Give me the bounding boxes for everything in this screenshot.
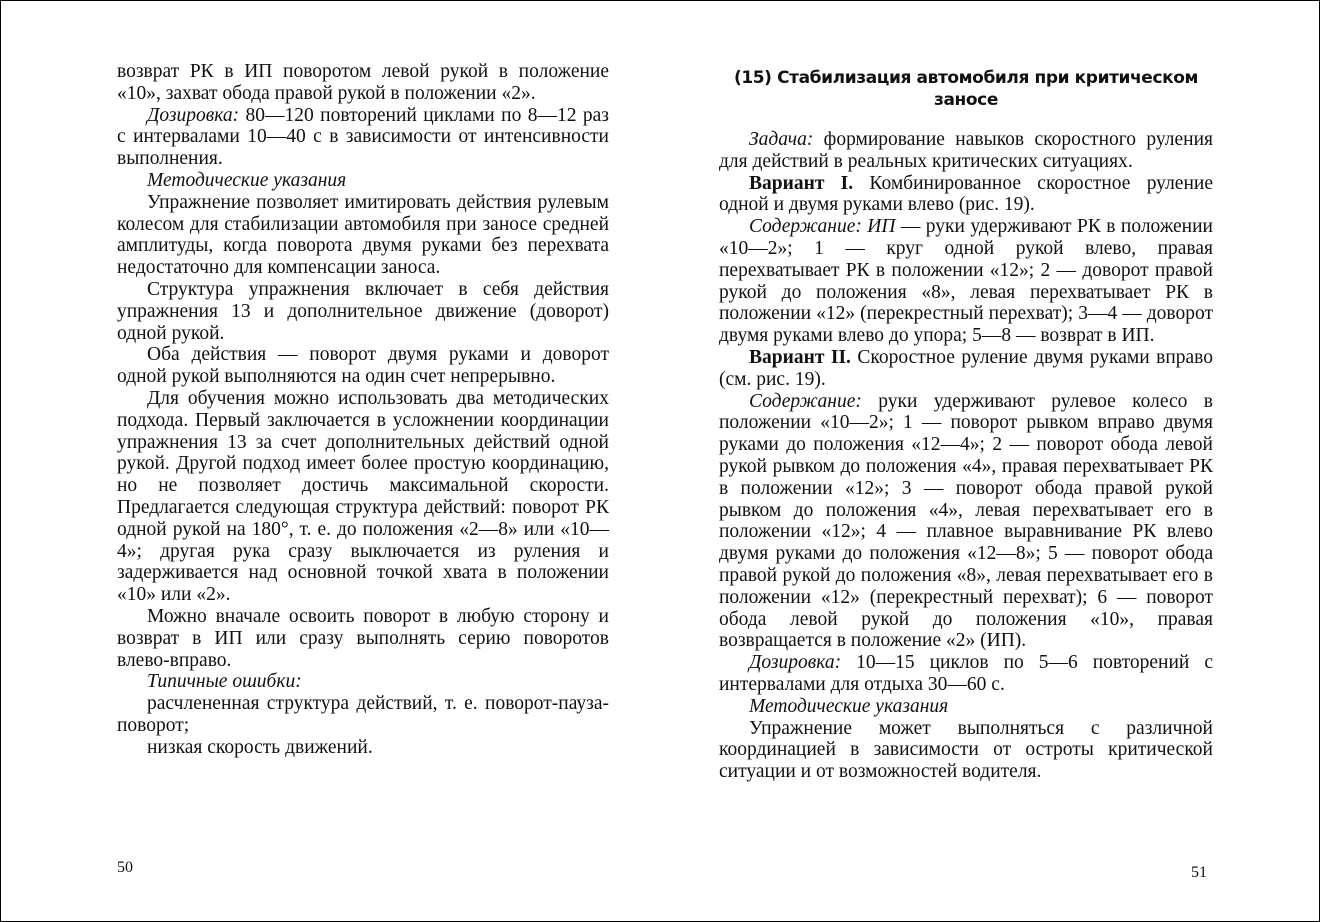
dosage-text: 10—15 циклов по 5—6 повторений с интервалами для отдыха 30—60 с.	[719, 652, 1213, 695]
task-text: формирование навыков скоростного руления для действий в реальных критических ситуациях.	[719, 129, 1213, 172]
content-1-paragraph	[719, 216, 1213, 347]
page-number-left: 50	[117, 859, 133, 876]
content-1-text: — руки удерживают РК в положении «10—2»; 1 — круг одной рукой влево, правая перехватывает РК в положении «12»; 2 — доворот правой рукой до положения «8», левая перехватывает РК в положении «12» (перекрестный перехват); 3—4 — доворот двумя руками влево до упора; 5—8 — возврат в ИП.	[719, 216, 1213, 347]
content-2-label: Содержание:	[749, 390, 862, 412]
page-number-right: 51	[1191, 864, 1207, 881]
task-label: Задача:	[749, 129, 814, 150]
task-paragraph	[719, 129, 1213, 173]
dosage-label: Дозировка:	[749, 652, 842, 674]
variant-1-label: Вариант I.	[749, 172, 854, 194]
paragraph: Оба действия — поворот двумя руками и доворот одной рукой выполняются на один счет непрерывно.	[117, 344, 609, 388]
paragraph: Упражнение может выполняться с различной координацией в зависимости от остроты критической ситуации и от возможностей водителя.	[719, 717, 1213, 783]
left-page	[117, 61, 609, 759]
method-heading: Методические указания	[749, 695, 949, 717]
right-page	[719, 61, 1213, 783]
paragraph: Для обучения можно использовать два методических подхода. Первый заключается в усложнении координации упражнения 13 за счет дополнительных действий одной рукой. Другой подход имеет более простую координацию, но не позволяет достичь максимальной скорости. Предлагается следующая структура действий: поворот РК одной рукой на 180°, т. е. до положения «2—8» или «10—4»; другая рука сразу выключается из руления и задерживается над основной точкой хвата в положении «10» или «2».	[117, 387, 609, 606]
error-item: расчлененная структура действий, т. е. поворот-пауза-поворот;	[117, 693, 609, 736]
dosage-label: Дозировка:	[147, 104, 240, 126]
variant-2-label: Вариант II.	[749, 346, 851, 368]
paragraph: Упражнение позволяет имитировать действия рулевым колесом для стабилизации автомобиля при заносе средней амплитуды, когда поворота двумя руками без перехвата недостаточно для компенсации заноса.	[117, 191, 609, 279]
dosage-paragraph	[117, 105, 609, 170]
dosage-paragraph	[719, 652, 1213, 696]
variant-1-text: Комбинированное скоростное руление одной и двумя руками влево (рис. 19).	[719, 172, 1213, 216]
content-2-paragraph	[719, 391, 1213, 653]
paragraph: Можно вначале освоить поворот в любую сторону и возврат в ИП или сразу выполнять серию поворотов влево-вправо.	[117, 605, 609, 671]
paragraph: возврат РК в ИП поворотом левой рукой в положение «10», захват обода правой рукой в положении «2».	[117, 61, 609, 104]
error-item: низкая скорость движений.	[147, 736, 373, 758]
paragraph: Структура упражнения включает в себя действия упражнения 13 и дополнительное движение (доворот) одной рукой.	[117, 278, 609, 344]
dosage-text: 80—120 повторений циклами по 8—12 раз с интервалами 10—40 с в зависимости от интенсивности выполнения.	[117, 104, 609, 170]
errors-heading: Типичные ошибки:	[147, 671, 302, 693]
variant-2-text: Скоростное руление двумя руками вправо (см. рис. 19).	[719, 346, 1213, 390]
content-1-label: Содержание: ИП	[749, 216, 896, 238]
content-2-text: руки удерживают рулевое колесо в положении «10—2»; 1 — поворот рывком вправо двумя руками до положения «12—4»; 2 — поворот обода левой рукой рывком до положения «4», правая перехватывает РК в положении «12»; 3 — поворот обода правой рукой рывком до положения «4», левая перехватывает его в положении «12»; 4 — плавное выравнивание РК влево двумя руками до положения «12—8»; 5 — поворот обода правой рукой до положения «8», левая перехватывает его в положении «12» (перекрестный перехват); 6 — поворот обода левой рукой до положения «10», правая возвращается в положение «2» (ИП).	[719, 390, 1213, 652]
method-heading: Методические указания	[147, 169, 347, 191]
variant-1-paragraph	[719, 173, 1213, 217]
section-title: (15) Стабилизация автомобиля при критическом заносе	[733, 68, 1199, 110]
variant-2-paragraph	[719, 347, 1213, 391]
